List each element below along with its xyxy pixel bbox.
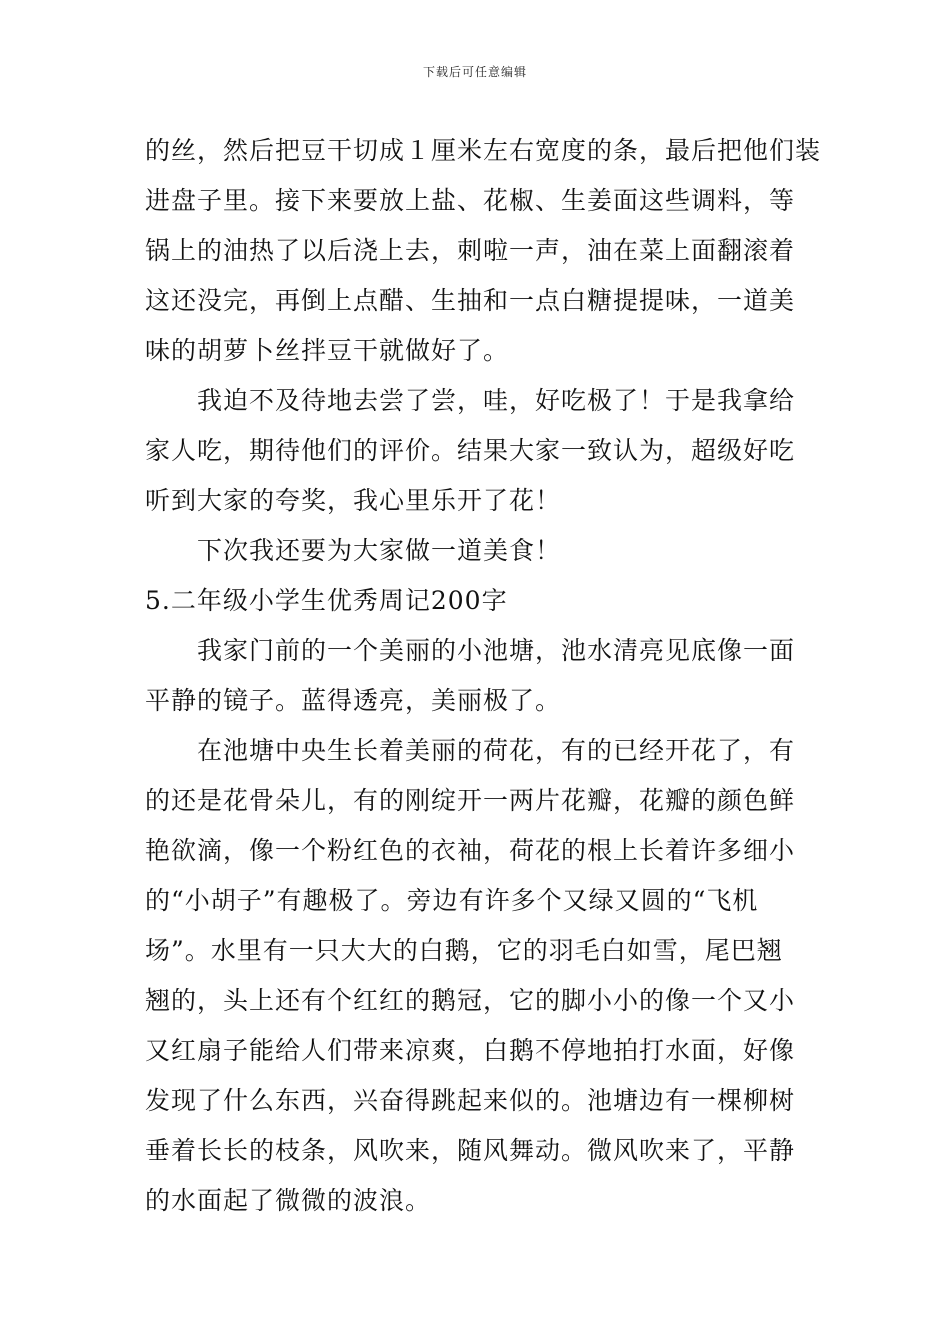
paragraph-start-line: 我家门前的一个美丽的小池塘，池水清亮见底像一面 [197,636,796,665]
section-heading: 5.二年级小学生优秀周记200字 [145,586,508,615]
text-line: 平静的镜子。蓝得透亮，美丽极了。 [145,686,562,715]
text-line: 家人吃，期待他们的评价。结果大家一致认为，超级好吃 [145,436,796,465]
text-line: 听到大家的夸奖，我心里乐开了花！ [145,486,562,515]
text-line: 进盘子里。接下来要放上盐、花椒、生姜面这些调料，等 [145,186,796,215]
text-line: 垂着长长的枝条，风吹来，随风舞动。微风吹来了，平静 [145,1136,796,1165]
text-line: 又红扇子能给人们带来凉爽，白鹅不停地拍打水面，好像 [145,1036,796,1065]
paragraph-start-line: 我迫不及待地去尝了尝，哇，好吃极了！于是我拿给 [197,386,796,415]
page-header: 下载后可任意编辑 [422,65,527,79]
text-line: 的“小胡子”有趣极了。旁边有许多个又绿又圆的“飞机 [145,886,759,915]
text-line: 的丝，然后把豆干切成１厘米左右宽度的条，最后把他们装 [145,136,822,165]
paragraph-start-line: 下次我还要为大家做一道美食！ [197,536,562,565]
text-line: 发现了什么东西，兴奋得跳起来似的。池塘边有一棵柳树 [145,1086,796,1115]
text-line: 场”。水里有一只大大的白鹅，它的羽毛白如雪，尾巴翘 [145,936,783,965]
text-line: 翘的，头上还有个红红的鹅冠，它的脚小小的像一个又小 [145,986,796,1015]
document-body [145,126,822,1226]
text-line: 的还是花骨朵儿，有的刚绽开一两片花瓣，花瓣的颜色鲜 [145,786,796,815]
text-line: 锅上的油热了以后浇上去，刺啦一声，油在菜上面翻滚着 [145,236,796,265]
text-line: 艳欲滴，像一个粉红色的衣袖，荷花的根上长着许多细小 [145,836,796,865]
text-line: 这还没完，再倒上点醋、生抽和一点白糖提提味，一道美 [145,286,796,315]
text-line: 的水面起了微微的波浪。 [145,1186,432,1215]
paragraph-start-line: 在池塘中央生长着美丽的荷花，有的已经开花了，有 [197,736,796,765]
text-line: 味的胡萝卜丝拌豆干就做好了。 [145,336,510,365]
